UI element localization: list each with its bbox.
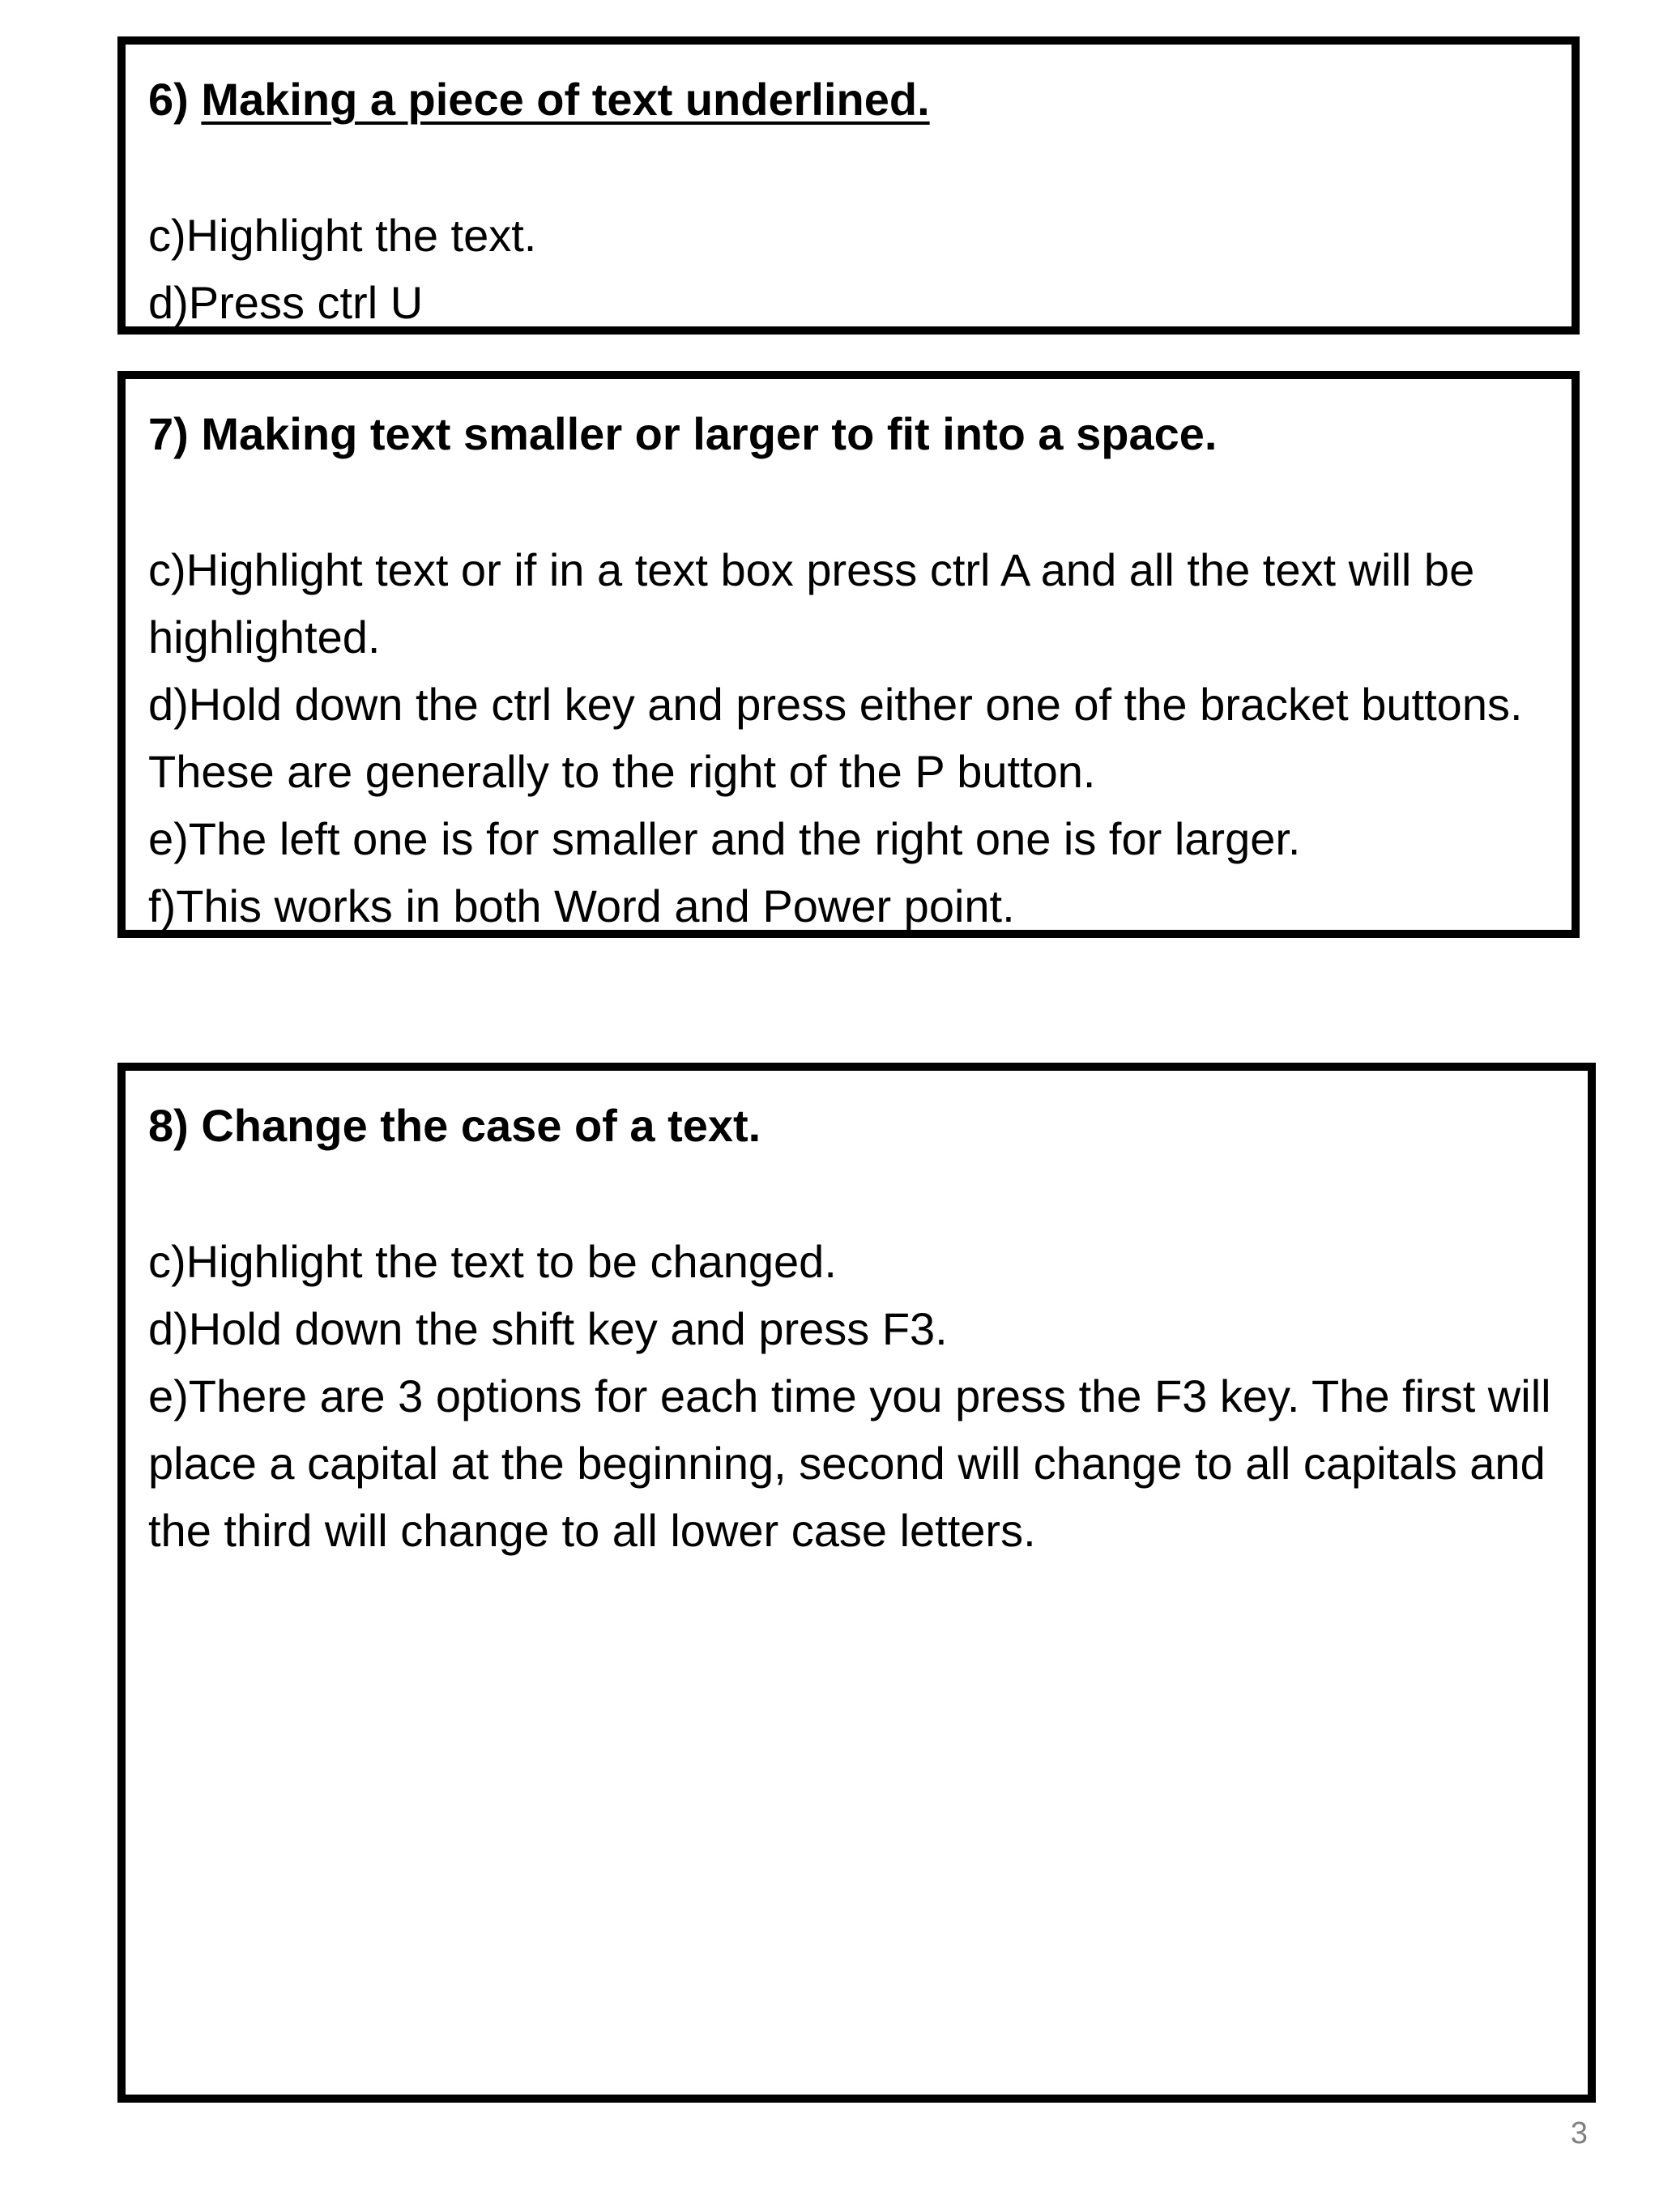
section-7-step-e: e)The left one is for smaller and the right one is for larger. [148,813,1301,864]
section-7-title [148,400,1552,468]
section-8-title [148,1092,1568,1160]
section-7-title-text: Making text smaller or larger to fit into a space. [201,408,1218,459]
section-8-step-c: c)Highlight the text to be changed. [148,1236,837,1287]
section-7-step-d: d)Hold down the ctrl key and press either one of the bracket buttons. These are generally to the right of the P button. [148,679,1523,797]
section-8-step-e: e)There are 3 options for each time you press the F3 key. The first will place a capital at the beginning, second will change to all capitals and the third will change to all lower case letters. [148,1370,1551,1556]
section-7-number: 7) [148,408,189,459]
section-8-title-text: Change the case of a text. [201,1100,761,1151]
page-number: 3 [1570,2116,1588,2150]
section-6-step-c: c)Highlight the text. [148,210,537,261]
section-8-number: 8) [148,1100,189,1151]
section-6-step-d: d)Press ctrl U [148,277,424,328]
section-6-number: 6) [148,74,189,125]
section-7-step-f: f)This works in both Word and Power point. [148,880,1015,931]
section-7-step-c: c)Highlight text or if in a text box press ctrl A and all the text will be highlighted. [148,544,1475,663]
section-6-title-text: Making a piece of text underlined. [201,74,930,125]
section-6-box [117,36,1580,335]
section-8-step-d: d)Hold down the shift key and press F3. [148,1303,948,1354]
section-8-box [117,1063,1596,2103]
section-6-title [148,66,1552,134]
section-7-box [117,371,1580,938]
